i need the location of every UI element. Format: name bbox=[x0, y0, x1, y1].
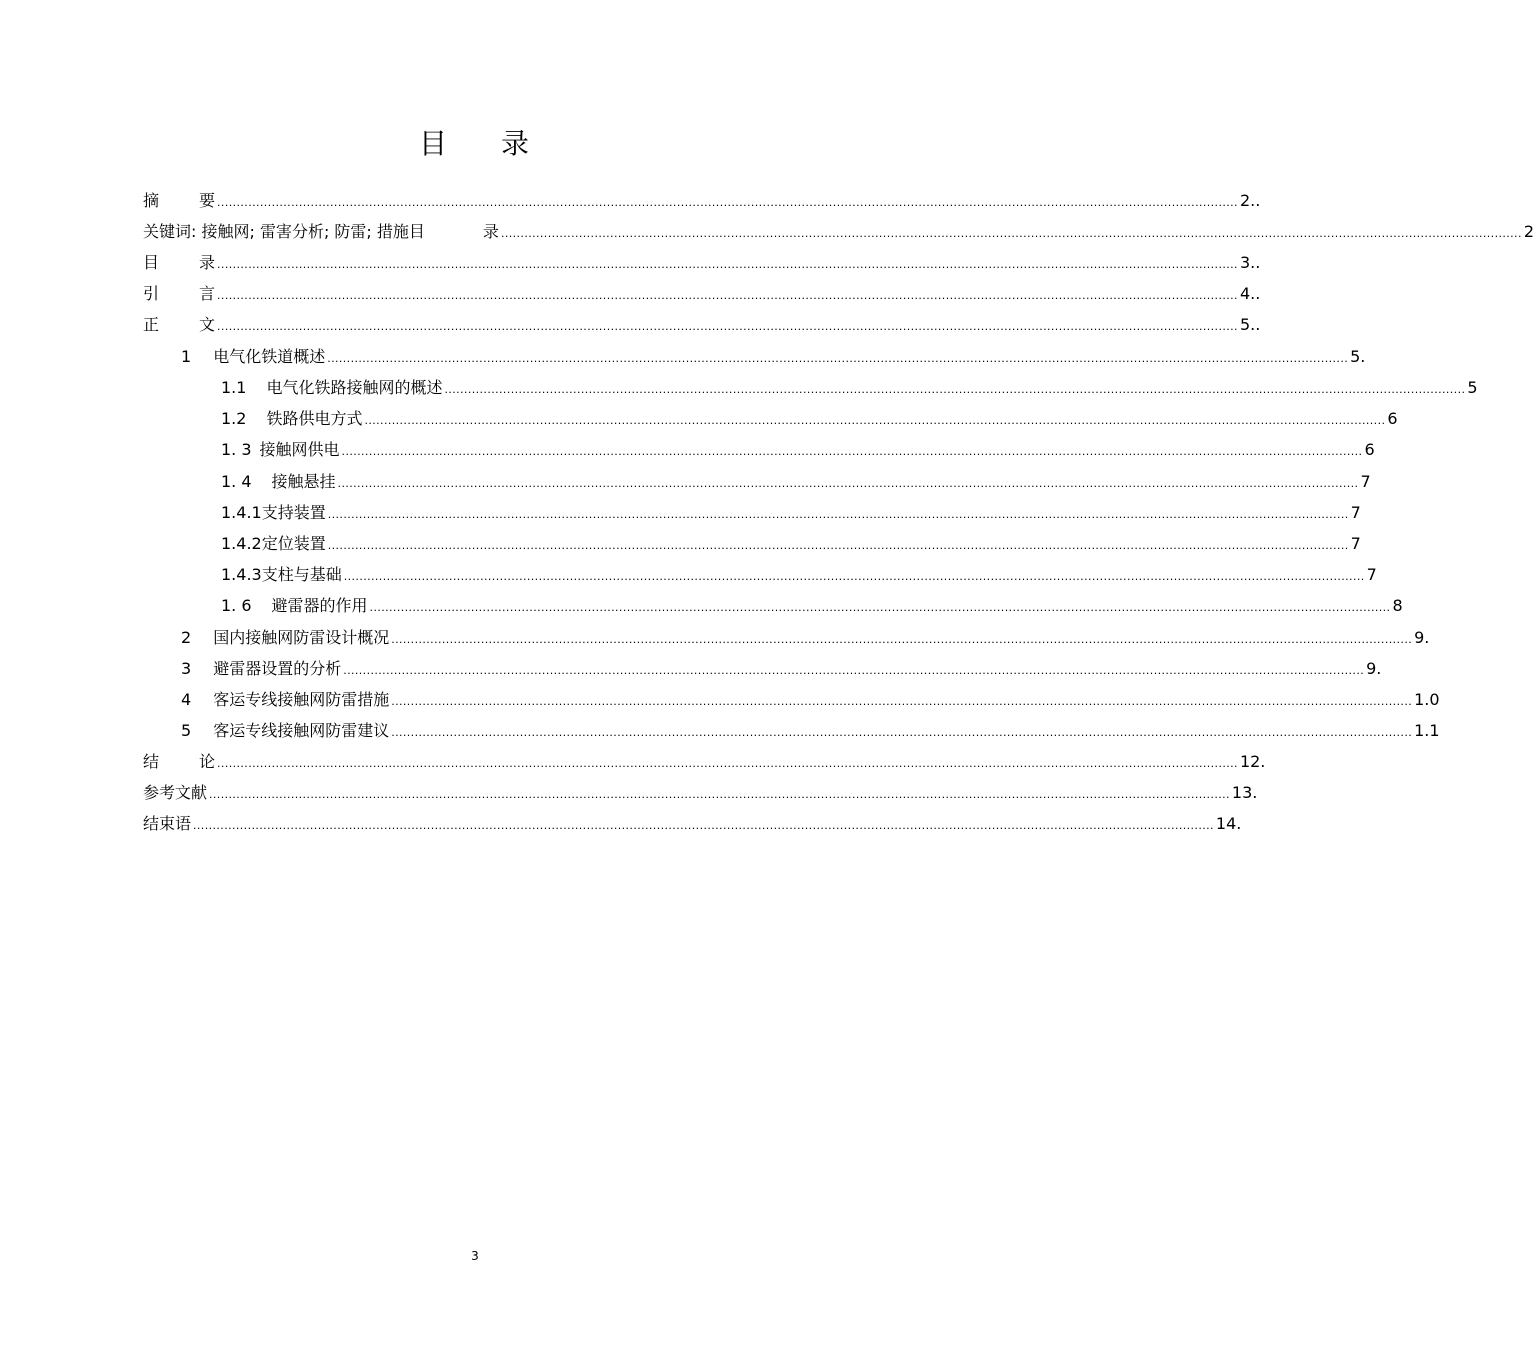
toc-entry-page: 1.0 bbox=[1414, 690, 1440, 709]
toc-entry-label bbox=[221, 564, 342, 586]
toc-entry-title: 要 bbox=[199, 191, 216, 210]
toc-entry-page: 2 bbox=[1523, 222, 1534, 241]
toc-leader-dots: ...................................................................................................................................................................................................................................................................... bbox=[209, 788, 1230, 801]
toc-entry-number: 目 bbox=[143, 253, 160, 272]
toc-entry-number: 正 bbox=[143, 315, 160, 334]
toc-entry bbox=[181, 658, 1382, 680]
toc-entry-label bbox=[181, 346, 325, 368]
toc-entry-label bbox=[143, 283, 215, 305]
toc-entry-title: 录 bbox=[199, 253, 216, 272]
toc-title-char-1: 目 bbox=[418, 127, 449, 160]
toc-leader-dots: ...................................................................................................................................................................................................................................................................... bbox=[500, 227, 1522, 240]
toc-leader-dots: ...................................................................................................................................................................................................................................................................... bbox=[369, 601, 1391, 614]
toc-leader-dots: ...................................................................................................................................................................................................................................................................... bbox=[391, 726, 1413, 739]
toc-leader-dots: ...................................................................................................................................................................................................................................................................... bbox=[193, 819, 1214, 832]
toc-entry bbox=[221, 533, 1361, 555]
toc-entry bbox=[143, 252, 1261, 274]
toc-entry-page: 5.. bbox=[1239, 315, 1261, 334]
toc-entry bbox=[143, 751, 1266, 773]
toc-entry-page: 7 bbox=[1366, 565, 1377, 584]
toc-entry-page: 7 bbox=[1350, 534, 1361, 553]
toc-leader-dots: ...................................................................................................................................................................................................................................................................... bbox=[343, 570, 1365, 583]
toc-entry-number: 引 bbox=[143, 284, 160, 303]
toc-entry bbox=[221, 564, 1377, 586]
toc-entry bbox=[181, 689, 1440, 711]
toc-entry-number: 2 bbox=[181, 628, 192, 647]
toc-entry-page: 1.1 bbox=[1414, 721, 1440, 740]
toc-entry-title: 言 bbox=[199, 284, 216, 303]
toc-leader-dots: ...................................................................................................................................................................................................................................................................... bbox=[343, 664, 1365, 677]
toc-leader-dots: ...................................................................................................................................................................................................................................................................... bbox=[217, 320, 1238, 333]
toc-entry-label bbox=[181, 627, 389, 649]
toc-entry bbox=[181, 346, 1366, 368]
toc-entry-title: 避雷器的作用 bbox=[271, 596, 368, 615]
toc-entry-label bbox=[181, 658, 341, 680]
toc-entry-page: 6 bbox=[1387, 409, 1398, 428]
toc-entry-number: 4 bbox=[181, 690, 192, 709]
toc-leader-dots: ...................................................................................................................................................................................................................................................................... bbox=[217, 258, 1238, 271]
toc-entry-title: 避雷器设置的分析 bbox=[213, 659, 342, 678]
toc-entry-page: 2.. bbox=[1239, 191, 1261, 210]
toc-entry-label bbox=[221, 439, 340, 461]
toc-entry-page: 7 bbox=[1360, 472, 1371, 491]
toc-entry bbox=[143, 782, 1258, 804]
toc-entry-label bbox=[143, 813, 191, 835]
toc-entry-page: 6 bbox=[1364, 440, 1375, 459]
toc-entry-page: 4.. bbox=[1239, 284, 1261, 303]
toc-leader-dots: ...................................................................................................................................................................................................................................................................... bbox=[391, 695, 1413, 708]
toc-entry-label bbox=[143, 252, 215, 274]
toc-entry-label bbox=[221, 533, 326, 555]
toc-title bbox=[0, 122, 950, 162]
toc-entry bbox=[221, 439, 1375, 461]
toc-entry-number: 3 bbox=[181, 659, 192, 678]
toc-entry-number: 1.2 bbox=[221, 409, 247, 428]
toc-entry-title: 客运专线接触网防雷措施 bbox=[213, 690, 390, 709]
toc-leader-dots: ...................................................................................................................................................................................................................................................................... bbox=[217, 196, 1238, 209]
toc-leader-dots: ...................................................................................................................................................................................................................................................................... bbox=[327, 508, 1349, 521]
toc-entry-page: 7 bbox=[1350, 503, 1361, 522]
toc-entry bbox=[221, 595, 1403, 617]
toc-entry-number: 结束语 bbox=[143, 814, 192, 833]
toc-entry-number: 1.4.1 bbox=[221, 503, 262, 522]
toc-title-char-2: 录 bbox=[501, 127, 532, 160]
toc-entry bbox=[143, 813, 1242, 835]
toc-entry-number: 1. 3 bbox=[221, 440, 252, 459]
toc-entry-title: 铁路供电方式 bbox=[266, 409, 363, 428]
toc-entry-number: 关键词: 接触网; 雷害分析; 防雷; 措施目 bbox=[143, 222, 425, 241]
toc-entry-number: 1. 4 bbox=[221, 472, 252, 491]
toc-leader-dots: ...................................................................................................................................................................................................................................................................... bbox=[444, 383, 1466, 396]
toc-entry-number: 1. 6 bbox=[221, 596, 252, 615]
toc-entry-label bbox=[143, 190, 215, 212]
toc-entry-page: 9. bbox=[1414, 628, 1430, 647]
toc-entry-title: 国内接触网防雷设计概况 bbox=[213, 628, 390, 647]
toc-entry-title: 论 bbox=[199, 752, 216, 771]
toc-entry-label bbox=[143, 782, 207, 804]
toc-entry-title: 定位装置 bbox=[261, 534, 326, 553]
toc-entry-page: 8 bbox=[1392, 596, 1403, 615]
toc-entry-label bbox=[221, 377, 442, 399]
toc-entry-page: 12. bbox=[1239, 752, 1266, 771]
toc-entry-number: 参考文献 bbox=[143, 783, 208, 802]
toc-leader-dots: ...................................................................................................................................................................................................................................................................... bbox=[217, 289, 1238, 302]
toc-entry-page: 5 bbox=[1467, 378, 1478, 397]
toc-entry bbox=[221, 377, 1478, 399]
toc-entry-title: 电气化铁道概述 bbox=[213, 347, 326, 366]
toc-entry-page: 13. bbox=[1231, 783, 1258, 802]
toc-entry-number: 结 bbox=[143, 752, 160, 771]
toc-leader-dots: ...................................................................................................................................................................................................................................................................... bbox=[327, 539, 1349, 552]
toc-entry-label bbox=[143, 314, 215, 336]
toc-entry-number: 1 bbox=[181, 347, 192, 366]
toc-entry bbox=[143, 314, 1261, 336]
toc-entry-number: 摘 bbox=[143, 191, 160, 210]
toc-entry-label bbox=[221, 471, 336, 493]
toc-entry-title: 支持装置 bbox=[261, 503, 326, 522]
toc-entry-label bbox=[143, 751, 215, 773]
toc-leader-dots: ...................................................................................................................................................................................................................................................................... bbox=[364, 414, 1386, 427]
toc-entry-title: 支柱与基础 bbox=[261, 565, 342, 584]
toc-entry bbox=[143, 190, 1261, 212]
toc-entry-number: 1.4.2 bbox=[221, 534, 262, 553]
toc-entry-title: 接触网供电 bbox=[259, 440, 340, 459]
toc-entry-label bbox=[181, 689, 389, 711]
toc-entry-title: 客运专线接触网防雷建议 bbox=[213, 721, 390, 740]
toc-leader-dots: ...................................................................................................................................................................................................................................................................... bbox=[341, 445, 1363, 458]
toc-entry-number: 1.4.3 bbox=[221, 565, 262, 584]
toc-entry bbox=[221, 502, 1361, 524]
toc-entry-title: 文 bbox=[199, 315, 216, 334]
toc-entry-label bbox=[143, 221, 499, 243]
toc-entry-page: 14. bbox=[1215, 814, 1242, 833]
toc-entry-number: 5 bbox=[181, 721, 192, 740]
toc-entry bbox=[143, 283, 1261, 305]
toc-entry-label bbox=[221, 502, 326, 524]
toc-entry-label bbox=[221, 595, 368, 617]
toc-leader-dots: ...................................................................................................................................................................................................................................................................... bbox=[217, 757, 1238, 770]
toc-entry-label bbox=[181, 720, 389, 742]
toc-entry bbox=[221, 471, 1371, 493]
toc-entry-page: 5. bbox=[1350, 347, 1366, 366]
toc-entry-title: 电气化铁路接触网的概述 bbox=[266, 378, 443, 397]
toc-entry-number: 1.1 bbox=[221, 378, 247, 397]
toc-entry bbox=[221, 408, 1398, 430]
toc-entry bbox=[181, 627, 1430, 649]
toc-entry-title: 接触悬挂 bbox=[271, 472, 336, 491]
toc-entry-label bbox=[221, 408, 362, 430]
toc-entry-title: 录 bbox=[482, 222, 499, 241]
page-number: 3 bbox=[471, 1249, 479, 1263]
toc-entry-page: 9. bbox=[1366, 659, 1382, 678]
toc-leader-dots: ...................................................................................................................................................................................................................................................................... bbox=[337, 477, 1359, 490]
toc-leader-dots: ...................................................................................................................................................................................................................................................................... bbox=[327, 352, 1349, 365]
toc-leader-dots: ...................................................................................................................................................................................................................................................................... bbox=[391, 633, 1413, 646]
toc-entry bbox=[143, 221, 1534, 243]
toc-entry bbox=[181, 720, 1440, 742]
toc-entry-page: 3.. bbox=[1239, 253, 1261, 272]
